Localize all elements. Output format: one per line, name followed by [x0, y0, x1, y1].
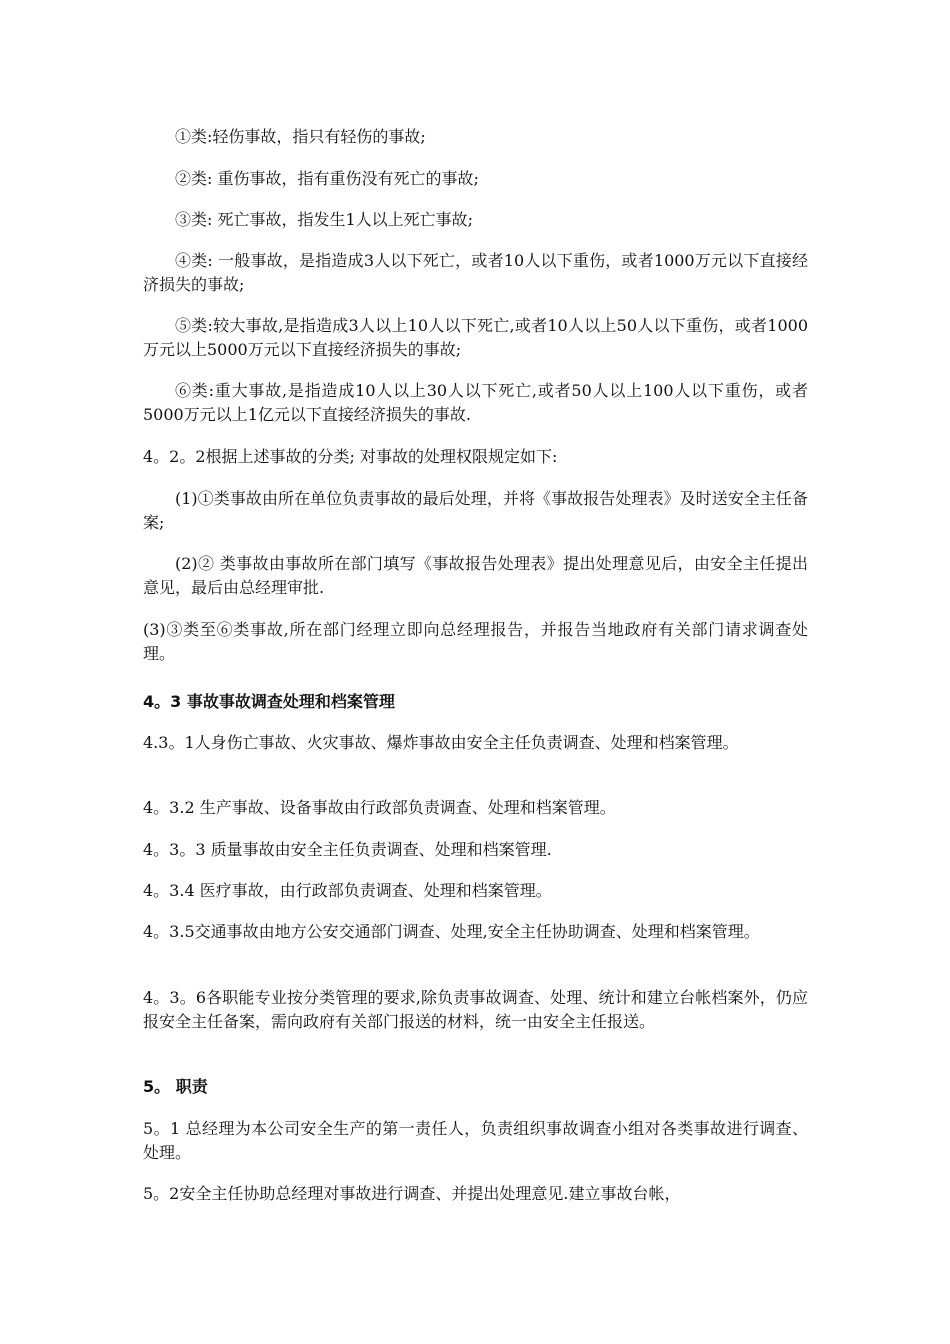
- section-heading-5: 5。 职责: [143, 1077, 208, 1096]
- paragraph-item-3: (3)③类至⑥类事故,所在部门经理立即向总经理报告，并报告当地政府有关部门请求调查处理。: [143, 620, 808, 663]
- paragraph-4-3-1: 4.3。1人身伤亡事故、火灾事故、爆炸事故由安全主任负责调查、处理和档案管理。: [143, 733, 739, 752]
- paragraph-5-2: 5。2安全主任协助总经理对事故进行调查、并提出处理意见.建立事故台帐，: [143, 1184, 681, 1203]
- paragraph-4-3-5: 4。3.5交通事故由地方公安交通部门调查、处理,安全主任协助调查、处理和档案管理。: [143, 922, 760, 941]
- paragraph-class-6: ⑥类:重大事故,是指造成10人以上30人以下死亡,或者50人以上100人以下重伤，或者5000万元以上1亿元以下直接经济损失的事故.: [143, 381, 808, 424]
- paragraph-item-2: (2)② 类事故由事故所在部门填写《事故报告处理表》提出处理意见后，由安全主任提出意见，最后由总经理审批.: [143, 554, 808, 597]
- paragraph-class-5: ⑤类:较大事故,是指造成3人以上10人以下死亡,或者10人以上50人以下重伤，或者1000万元以上5000万元以下直接经济损失的事故;: [143, 316, 808, 359]
- paragraph-class-3: ③类: 死亡事故，指发生1人以上死亡事故;: [175, 210, 474, 229]
- paragraph-class-4: ④类: 一般事故，是指造成3人以下死亡，或者10人以下重伤，或者1000万元以下直接经济损失的事故;: [143, 251, 808, 294]
- paragraph-4-3-6: 4。3。6各职能专业按分类管理的要求,除负责事故调查、处理、统计和建立台帐档案外，仍应报安全主任备案，需向政府有关部门报送的材料，统一由安全主任报送。: [143, 988, 808, 1031]
- section-heading-4-3: 4。3 事故事故调查处理和档案管理: [143, 692, 395, 711]
- paragraph-4-2-2: 4。2。2根据上述事故的分类; 对事故的处理权限规定如下:: [143, 447, 558, 466]
- paragraph-5-1: 5。1 总经理为本公司安全生产的第一责任人，负责组织事故调查小组对各类事故进行调查、处理。: [143, 1119, 808, 1162]
- paragraph-class-2: ②类: 重伤事故，指有重伤没有死亡的事故;: [175, 169, 479, 188]
- paragraph-4-3-3: 4。3。3 质量事故由安全主任负责调查、处理和档案管理.: [143, 840, 552, 859]
- paragraph-item-1: (1)①类事故由所在单位负责事故的最后处理，并将《事故报告处理表》及时送安全主任备案;: [143, 489, 808, 532]
- paragraph-4-3-4: 4。3.4 医疗事故，由行政部负责调查、处理和档案管理。: [143, 881, 552, 900]
- paragraph-class-1: ①类:轻伤事故，指只有轻伤的事故;: [175, 127, 426, 146]
- paragraph-4-3-2: 4。3.2 生产事故、设备事故由行政部负责调查、处理和档案管理。: [143, 798, 616, 817]
